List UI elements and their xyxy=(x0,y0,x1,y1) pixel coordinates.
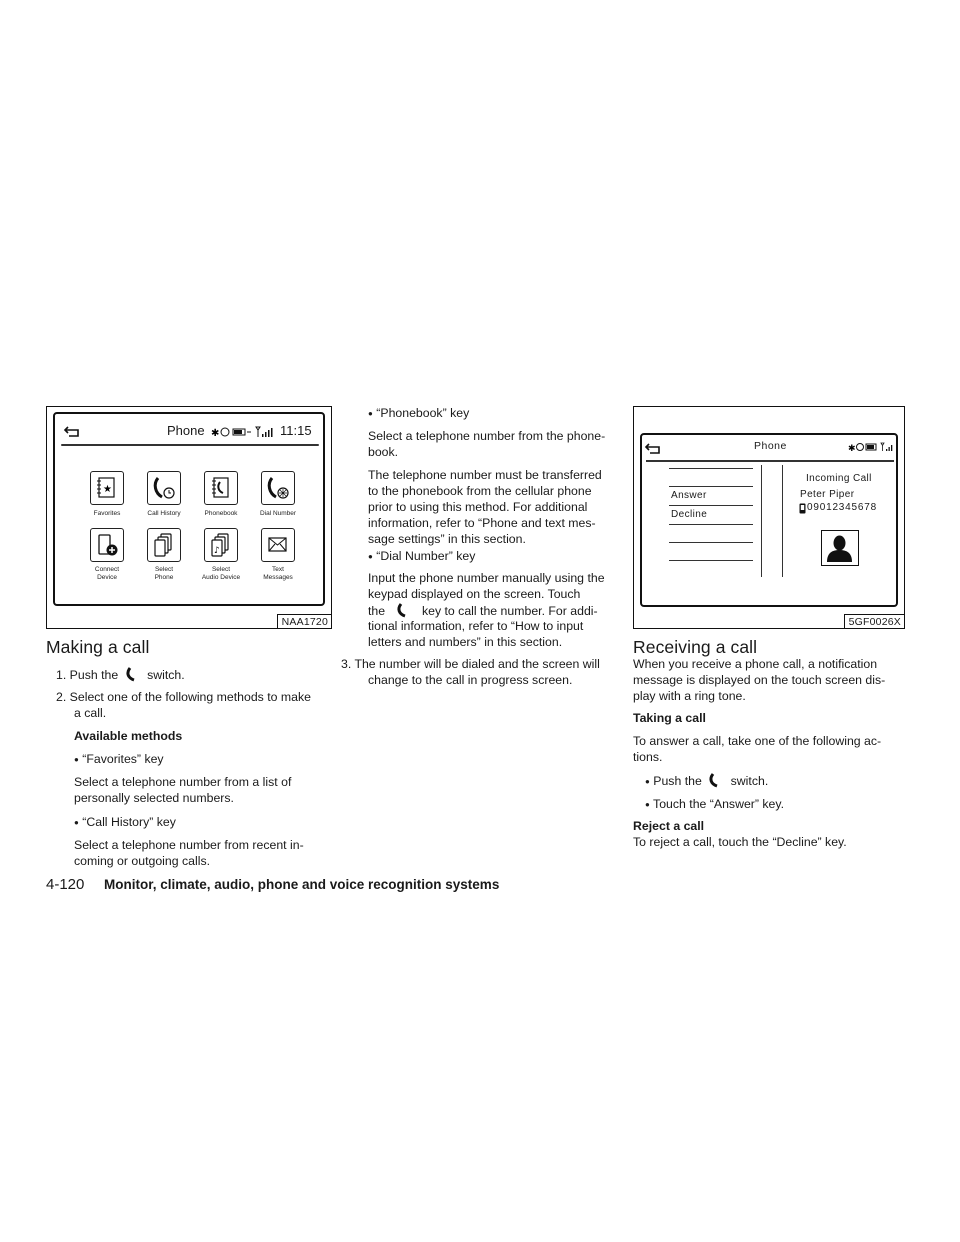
tile-label: Favorites xyxy=(93,510,121,517)
call-history-desc: coming or outgoing calls. xyxy=(74,854,211,868)
favorites-desc: personally selected numbers. xyxy=(74,791,234,805)
call-history-button[interactable] xyxy=(147,471,181,505)
screen-title: Phone xyxy=(167,423,205,438)
heading-receiving-a-call: Receiving a call xyxy=(633,637,758,657)
step-1: 1. Push the switch. xyxy=(56,668,185,682)
phonebook-desc: Select a telephone number from the phone- xyxy=(368,429,606,443)
tile-label: Select Phone xyxy=(154,566,174,581)
panel-separator xyxy=(782,465,783,577)
svg-text:✱: ✱ xyxy=(848,444,856,452)
answer-button[interactable]: Answer xyxy=(671,490,707,501)
favorites-button[interactable] xyxy=(90,471,124,505)
transfer-note: sage settings” in this section. xyxy=(368,532,526,546)
dial-number-desc: keypad displayed on the screen. Touch xyxy=(368,587,581,601)
step-2-line: a call. xyxy=(74,706,107,720)
section-title: Monitor, climate, audio, phone and voice recognition systems xyxy=(104,877,500,892)
taking-a-call-heading: Taking a call xyxy=(633,711,706,725)
step-3-line: change to the call in progress screen. xyxy=(368,673,573,687)
phonebook-button[interactable] xyxy=(204,471,238,505)
transfer-note: information, refer to “Phone and text mes- xyxy=(368,516,596,530)
phone-menu-screen xyxy=(53,412,325,606)
receiving-intro: play with a ring tone. xyxy=(633,689,746,703)
back-arrow-icon[interactable] xyxy=(644,443,662,455)
caller-name: Peter Piper xyxy=(800,489,855,500)
caller-number: 09012345678 xyxy=(807,502,877,513)
header-divider xyxy=(646,460,894,462)
status-icons xyxy=(211,426,277,438)
dial-number-desc: letters and numbers” in this section. xyxy=(368,635,563,649)
heading-making-a-call: Making a call xyxy=(46,637,150,657)
list-divider xyxy=(669,486,753,487)
phonebook-desc: book. xyxy=(368,445,399,459)
reject-a-call-heading: Reject a call xyxy=(633,819,705,833)
svg-text:✱: ✱ xyxy=(211,428,220,438)
phonebook-icon xyxy=(205,472,236,503)
page-number: 4-120 xyxy=(46,876,85,893)
available-methods-heading: Available methods xyxy=(74,729,183,743)
tile-label: Select Audio Device xyxy=(201,566,241,581)
header-divider xyxy=(61,444,319,446)
select-phone-icon xyxy=(148,529,179,560)
favorites-icon xyxy=(91,472,122,503)
tile-label: Text Messages xyxy=(263,566,293,581)
text-messages-button[interactable] xyxy=(261,528,295,562)
receiving-intro: message is displayed on the touch screen dis- xyxy=(633,673,886,687)
reject-desc: To reject a call, touch the “Decline” key. xyxy=(633,835,847,849)
screen-title: Phone xyxy=(754,440,787,452)
transfer-note: to the phonebook from the cellular phone xyxy=(368,484,592,498)
dial-number-button[interactable] xyxy=(261,471,295,505)
phonebook-key-item: ● “Phonebook” key xyxy=(368,405,469,423)
list-divider xyxy=(669,524,753,525)
select-audio-device-icon xyxy=(205,529,236,560)
step-3-line: 3. The number will be dialed and the screen will xyxy=(341,657,600,671)
phone-switch-icon xyxy=(122,666,144,682)
text-messages-icon xyxy=(262,529,293,560)
receiving-intro: When you receive a phone call, a notification xyxy=(633,657,878,671)
figure-incoming-call xyxy=(633,406,905,629)
clock-time: 11:15 xyxy=(280,423,312,438)
touch-answer-item: ● Touch the “Answer” key. xyxy=(645,796,784,814)
decline-button[interactable]: Decline xyxy=(671,509,708,520)
list-divider xyxy=(669,468,753,469)
select-phone-button[interactable] xyxy=(147,528,181,562)
tile-label: Call History xyxy=(147,510,181,517)
back-arrow-icon[interactable] xyxy=(63,426,81,438)
taking-desc: To answer a call, take one of the following ac- xyxy=(633,734,882,748)
status-icons xyxy=(848,442,896,452)
tile-label: Dial Number xyxy=(259,510,297,517)
list-divider xyxy=(669,542,753,543)
step-2-line: 2. Select one of the following methods to make xyxy=(56,690,311,704)
favorites-key-item: ● “Favorites” key xyxy=(74,751,164,769)
tile-label: Phonebook xyxy=(204,510,238,517)
dial-number-icon xyxy=(262,472,293,503)
push-switch-item: ● Push the switch. xyxy=(645,772,768,791)
tile-label: Connect Device xyxy=(94,566,120,581)
figure-id: NAA1720 xyxy=(277,614,331,628)
svg-text:★: ★ xyxy=(103,484,112,495)
connect-device-button[interactable] xyxy=(90,528,124,562)
call-history-desc: Select a telephone number from recent in- xyxy=(74,838,304,852)
taking-desc: tions. xyxy=(633,750,663,764)
transfer-note: The telephone number must be transferred xyxy=(368,468,602,482)
favorites-desc: Select a telephone number from a list of xyxy=(74,775,292,789)
mobile-phone-icon xyxy=(799,503,806,514)
svg-text:♪: ♪ xyxy=(214,546,220,556)
incoming-call-label: Incoming Call xyxy=(806,473,872,484)
transfer-note: prior to using this method. For additional xyxy=(368,500,588,514)
figure-phone-menu xyxy=(46,406,332,629)
list-divider xyxy=(669,560,753,561)
phone-switch-icon xyxy=(393,602,415,618)
dial-number-key-item: ● “Dial Number” key xyxy=(368,548,475,566)
dial-number-desc: tional information, refer to “How to input xyxy=(368,619,584,633)
call-history-key-item: ● “Call History” key xyxy=(74,814,176,832)
connect-device-icon xyxy=(91,529,122,560)
dial-number-desc: Input the phone number manually using the xyxy=(368,571,605,585)
list-divider xyxy=(669,505,753,506)
figure-id: 5GF0026X xyxy=(844,614,904,628)
panel-separator xyxy=(761,465,762,577)
person-silhouette-icon xyxy=(822,531,857,564)
call-history-icon xyxy=(148,472,179,503)
dial-number-desc: the key to call the number. For addi- xyxy=(368,604,598,618)
select-audio-device-button[interactable] xyxy=(204,528,238,562)
phone-switch-icon xyxy=(705,772,727,788)
caller-photo xyxy=(821,530,859,566)
